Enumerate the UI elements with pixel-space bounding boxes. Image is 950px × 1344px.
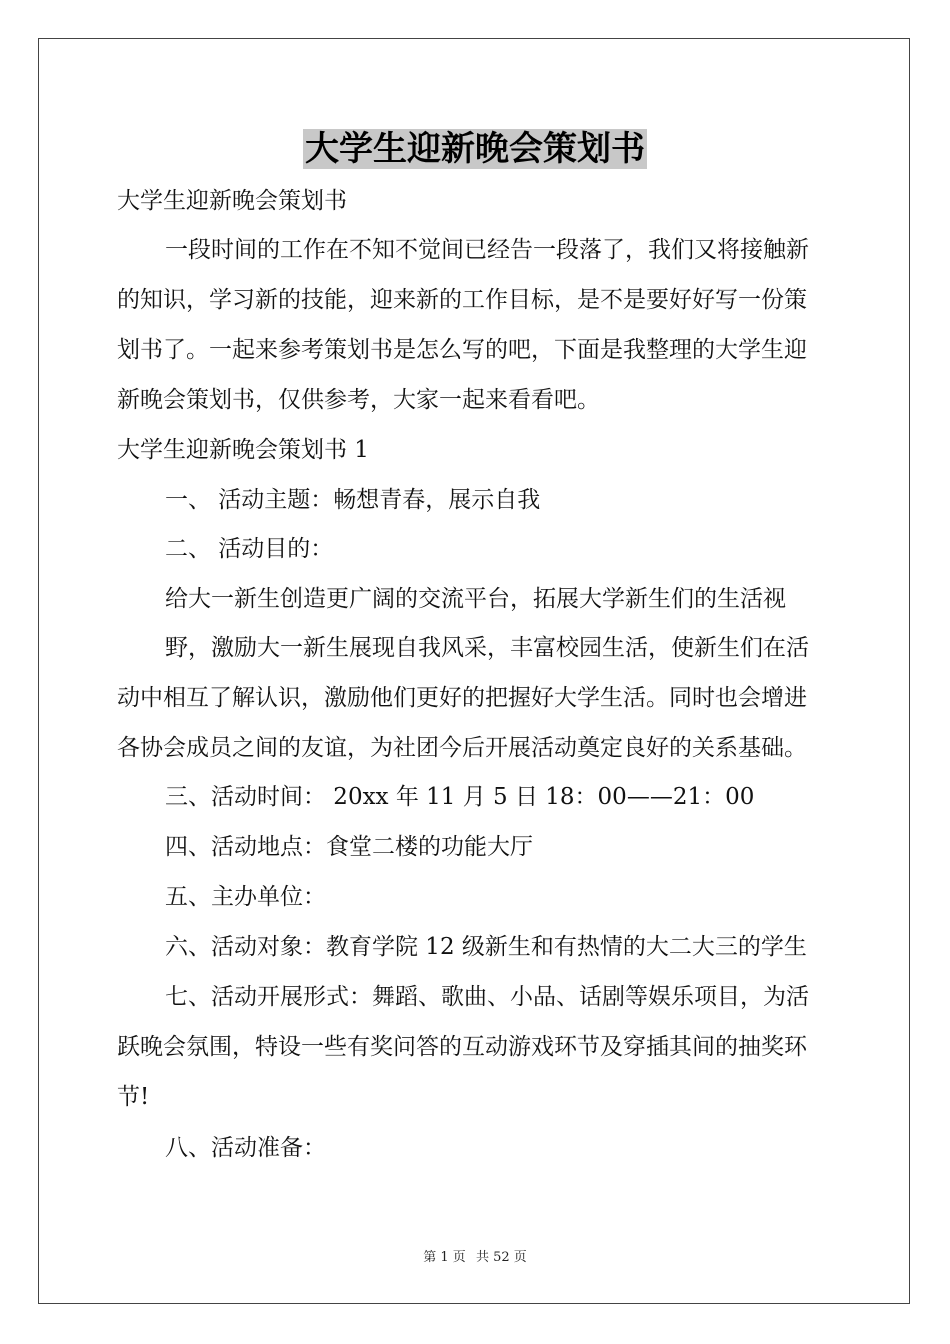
purpose-line: 野，激励大一新生展现自我风采，丰富校园生活，使新生们在活: [165, 635, 809, 661]
purpose-line: 给大一新生创造更广阔的交流平台，拓展大学新生们的生活视: [165, 586, 786, 612]
subtitle: 大学生迎新晚会策划书: [117, 188, 347, 214]
page-border: [38, 38, 910, 1304]
intro-line: 新晚会策划书，仅供参考，大家一起来看看吧。: [117, 387, 600, 413]
item-prep: 八、活动准备：: [165, 1135, 326, 1161]
intro-line: 划书了。一起来参考策划书是怎么写的吧，下面是我整理的大学生迎: [117, 337, 807, 363]
format-line: 七、活动开展形式：舞蹈、歌曲、小品、话剧等娱乐项目，为活: [165, 984, 809, 1010]
page-footer: [0, 1246, 950, 1265]
item-purpose-label: 二、 活动目的：: [165, 536, 334, 562]
purpose-line: 动中相互了解认识，激励他们更好的把握好大学生活。同时也会增进: [117, 685, 807, 711]
intro-line: 的知识，学习新的技能，迎来新的工作目标，是不是要好好写一份策: [117, 287, 807, 313]
page-number: 第 1 页: [423, 1250, 466, 1265]
item-audience: 六、活动对象：教育学院 12 级新生和有热情的大二大三的学生: [165, 934, 807, 960]
format-line: 节!: [117, 1084, 150, 1110]
format-line: 跃晚会氛围，特设一些有奖问答的互动游戏环节及穿插其间的抽奖环: [117, 1034, 807, 1060]
intro-line: 一段时间的工作在不知不觉间已经告一段落了，我们又将接触新: [165, 237, 809, 263]
purpose-line: 各协会成员之间的友谊，为社团今后开展活动奠定良好的关系基础。: [117, 735, 807, 761]
item-organizer: 五、主办单位：: [165, 884, 326, 910]
item-time: 三、活动时间： 20xx 年 11 月 5 日 18：00——21：00: [165, 784, 755, 810]
section-heading: 大学生迎新晚会策划书 1: [117, 437, 369, 463]
item-theme: 一、 活动主题：畅想青春，展示自我: [165, 487, 541, 513]
document-title: 大学生迎新晚会策划书: [305, 129, 645, 169]
item-place: 四、活动地点：食堂二楼的功能大厅: [165, 834, 533, 860]
page-total: 共 52 页: [475, 1250, 527, 1265]
